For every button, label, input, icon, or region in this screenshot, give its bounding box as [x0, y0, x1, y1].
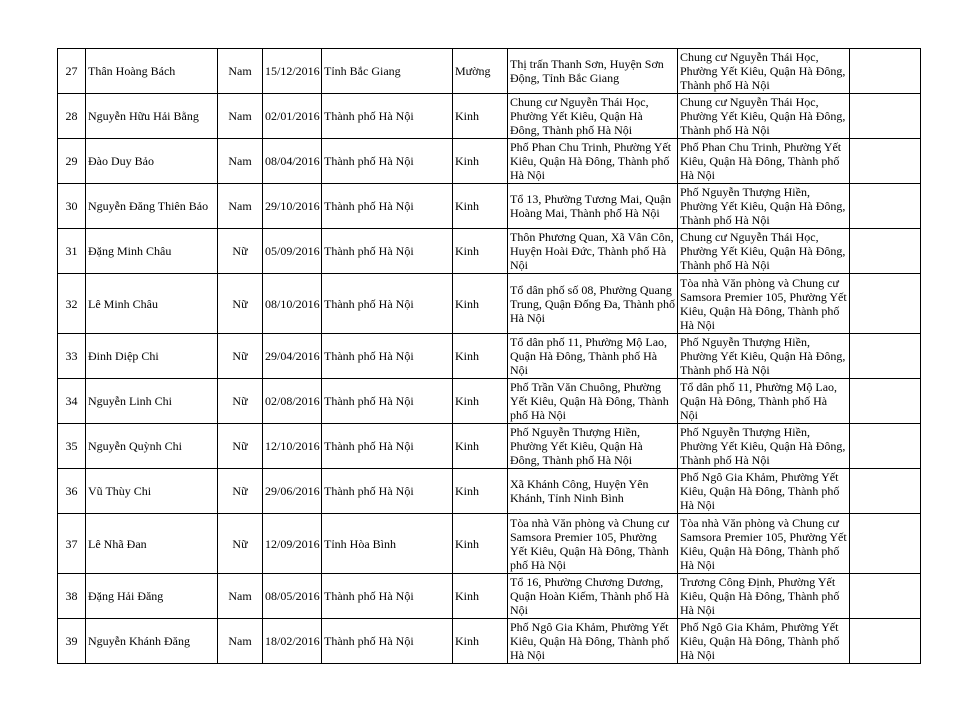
cell-dob: 02/01/2016 [263, 94, 322, 139]
table-row [58, 334, 921, 379]
cell-dob: 02/08/2016 [263, 379, 322, 424]
cell-address1: Chung cư Nguyễn Thái Học, Phường Yết Kiêu, Quận Hà Đông, Thành phố Hà Nội [508, 94, 678, 139]
table-row [58, 424, 921, 469]
cell-province: Thành phố Hà Nội [322, 334, 453, 379]
cell-ethnicity: Kinh [453, 139, 508, 184]
cell-name: Đặng Hải Đăng [86, 574, 218, 619]
table-body [58, 49, 921, 664]
cell-province: Thành phố Hà Nội [322, 94, 453, 139]
cell-address1: Thôn Phương Quan, Xã Vân Côn, Huyện Hoài Đức, Thành phố Hà Nội [508, 229, 678, 274]
cell-stt: 27 [58, 49, 86, 94]
cell-gender: Nam [218, 49, 263, 94]
cell-address2: Phố Phan Chu Trinh, Phường Yết Kiêu, Quận Hà Đông, Thành phố Hà Nội [678, 139, 850, 184]
cell-address1: Phố Nguyễn Thượng Hiền, Phường Yết Kiêu, Quận Hà Đông, Thành phố Hà Nội [508, 424, 678, 469]
table-row [58, 619, 921, 664]
cell-address2: Trương Công Định, Phường Yết Kiêu, Quận Hà Đông, Thành phố Hà Nội [678, 574, 850, 619]
cell-province: Tỉnh Bắc Giang [322, 49, 453, 94]
cell-name: Nguyễn Linh Chi [86, 379, 218, 424]
table-row [58, 514, 921, 574]
cell-dob: 29/06/2016 [263, 469, 322, 514]
cell-stt: 37 [58, 514, 86, 574]
cell-name: Lê Minh Châu [86, 274, 218, 334]
cell-province: Thành phố Hà Nội [322, 229, 453, 274]
cell-province: Thành phố Hà Nội [322, 574, 453, 619]
cell-extra [850, 184, 921, 229]
table-row [58, 94, 921, 139]
table-row [58, 469, 921, 514]
cell-address1: Tổ 16, Phường Chương Dương, Quận Hoàn Kiếm, Thành phố Hà Nội [508, 574, 678, 619]
cell-dob: 12/09/2016 [263, 514, 322, 574]
table-row [58, 49, 921, 94]
cell-ethnicity: Kinh [453, 94, 508, 139]
cell-name: Đinh Diệp Chi [86, 334, 218, 379]
cell-extra [850, 424, 921, 469]
cell-address1: Xã Khánh Công, Huyện Yên Khánh, Tỉnh Ninh Bình [508, 469, 678, 514]
cell-gender: Nữ [218, 514, 263, 574]
table-row [58, 274, 921, 334]
cell-province: Tỉnh Hòa Bình [322, 514, 453, 574]
table-row [58, 139, 921, 184]
cell-name: Đặng Minh Châu [86, 229, 218, 274]
cell-stt: 36 [58, 469, 86, 514]
cell-name: Thân Hoàng Bách [86, 49, 218, 94]
cell-province: Thành phố Hà Nội [322, 274, 453, 334]
cell-province: Thành phố Hà Nội [322, 184, 453, 229]
table-row [58, 574, 921, 619]
cell-address2: Phố Ngô Gia Khảm, Phường Yết Kiêu, Quận Hà Đông, Thành phố Hà Nội [678, 469, 850, 514]
cell-address1: Tổ dân phố số 08, Phường Quang Trung, Quận Đống Đa, Thành phố Hà Nội [508, 274, 678, 334]
cell-name: Nguyễn Đăng Thiên Bảo [86, 184, 218, 229]
cell-gender: Nữ [218, 229, 263, 274]
cell-ethnicity: Mường [453, 49, 508, 94]
cell-dob: 08/04/2016 [263, 139, 322, 184]
cell-gender: Nữ [218, 274, 263, 334]
cell-gender: Nam [218, 184, 263, 229]
cell-dob: 18/02/2016 [263, 619, 322, 664]
cell-stt: 28 [58, 94, 86, 139]
cell-extra [850, 574, 921, 619]
cell-address2: Tòa nhà Văn phòng và Chung cư Samsora Premier 105, Phường Yết Kiêu, Quận Hà Đông, Thành phố Hà Nội [678, 274, 850, 334]
cell-stt: 39 [58, 619, 86, 664]
cell-address2: Phố Ngô Gia Khảm, Phường Yết Kiêu, Quận Hà Đông, Thành phố Hà Nội [678, 619, 850, 664]
cell-province: Thành phố Hà Nội [322, 424, 453, 469]
cell-stt: 30 [58, 184, 86, 229]
cell-address2: Chung cư Nguyễn Thái Học, Phường Yết Kiêu, Quận Hà Đông, Thành phố Hà Nội [678, 94, 850, 139]
cell-stt: 35 [58, 424, 86, 469]
table-row [58, 184, 921, 229]
cell-extra [850, 334, 921, 379]
cell-extra [850, 229, 921, 274]
cell-extra [850, 469, 921, 514]
cell-address2: Tòa nhà Văn phòng và Chung cư Samsora Premier 105, Phường Yết Kiêu, Quận Hà Đông, Thành phố Hà Nội [678, 514, 850, 574]
cell-name: Nguyễn Hữu Hải Bằng [86, 94, 218, 139]
cell-address1: Phố Phan Chu Trinh, Phường Yết Kiêu, Quận Hà Đông, Thành phố Hà Nội [508, 139, 678, 184]
cell-ethnicity: Kinh [453, 469, 508, 514]
cell-gender: Nữ [218, 469, 263, 514]
cell-stt: 31 [58, 229, 86, 274]
cell-address1: Tòa nhà Văn phòng và Chung cư Samsora Premier 105, Phường Yết Kiêu, Quận Hà Đông, Thành phố Hà Nội [508, 514, 678, 574]
cell-dob: 05/09/2016 [263, 229, 322, 274]
cell-gender: Nam [218, 619, 263, 664]
cell-extra [850, 139, 921, 184]
cell-gender: Nữ [218, 334, 263, 379]
cell-address2: Chung cư Nguyễn Thái Học, Phường Yết Kiêu, Quận Hà Đông, Thành phố Hà Nội [678, 229, 850, 274]
cell-extra [850, 379, 921, 424]
cell-dob: 29/10/2016 [263, 184, 322, 229]
cell-name: Đào Duy Bảo [86, 139, 218, 184]
cell-gender: Nam [218, 574, 263, 619]
people-table [57, 48, 921, 664]
cell-address1: Thị trấn Thanh Sơn, Huyện Sơn Động, Tỉnh Bắc Giang [508, 49, 678, 94]
cell-dob: 08/05/2016 [263, 574, 322, 619]
cell-gender: Nam [218, 139, 263, 184]
table-row [58, 379, 921, 424]
cell-stt: 32 [58, 274, 86, 334]
cell-name: Nguyễn Khánh Đăng [86, 619, 218, 664]
cell-ethnicity: Kinh [453, 424, 508, 469]
cell-extra [850, 514, 921, 574]
cell-gender: Nam [218, 94, 263, 139]
cell-extra [850, 49, 921, 94]
cell-address2: Phố Nguyễn Thượng Hiền, Phường Yết Kiêu, Quận Hà Đông, Thành phố Hà Nội [678, 184, 850, 229]
cell-stt: 29 [58, 139, 86, 184]
cell-gender: Nữ [218, 424, 263, 469]
cell-province: Thành phố Hà Nội [322, 379, 453, 424]
cell-dob: 12/10/2016 [263, 424, 322, 469]
cell-gender: Nữ [218, 379, 263, 424]
cell-province: Thành phố Hà Nội [322, 139, 453, 184]
cell-address1: Tổ dân phố 11, Phường Mộ Lao, Quận Hà Đông, Thành phố Hà Nội [508, 334, 678, 379]
cell-province: Thành phố Hà Nội [322, 619, 453, 664]
cell-ethnicity: Kinh [453, 379, 508, 424]
cell-address1: Tổ 13, Phường Tương Mai, Quận Hoàng Mai, Thành phố Hà Nội [508, 184, 678, 229]
cell-ethnicity: Kinh [453, 334, 508, 379]
table-row [58, 229, 921, 274]
cell-name: Vũ Thùy Chi [86, 469, 218, 514]
cell-stt: 33 [58, 334, 86, 379]
cell-address2: Chung cư Nguyễn Thái Học, Phường Yết Kiêu, Quận Hà Đông, Thành phố Hà Nội [678, 49, 850, 94]
cell-dob: 15/12/2016 [263, 49, 322, 94]
cell-stt: 38 [58, 574, 86, 619]
cell-province: Thành phố Hà Nội [322, 469, 453, 514]
cell-address2: Phố Nguyễn Thượng Hiền, Phường Yết Kiêu, Quận Hà Đông, Thành phố Hà Nội [678, 424, 850, 469]
cell-name: Nguyễn Quỳnh Chi [86, 424, 218, 469]
cell-ethnicity: Kinh [453, 274, 508, 334]
cell-extra [850, 94, 921, 139]
cell-address2: Tổ dân phố 11, Phường Mộ Lao, Quận Hà Đông, Thành phố Hà Nội [678, 379, 850, 424]
cell-address2: Phố Nguyễn Thượng Hiền, Phường Yết Kiêu, Quận Hà Đông, Thành phố Hà Nội [678, 334, 850, 379]
cell-ethnicity: Kinh [453, 619, 508, 664]
cell-dob: 29/04/2016 [263, 334, 322, 379]
cell-name: Lê Nhã Đan [86, 514, 218, 574]
cell-ethnicity: Kinh [453, 574, 508, 619]
cell-address1: Phố Trần Văn Chuông, Phường Yết Kiêu, Quận Hà Đông, Thành phố Hà Nội [508, 379, 678, 424]
cell-extra [850, 274, 921, 334]
cell-address1: Phố Ngô Gia Khảm, Phường Yết Kiêu, Quận Hà Đông, Thành phố Hà Nội [508, 619, 678, 664]
cell-ethnicity: Kinh [453, 514, 508, 574]
cell-ethnicity: Kinh [453, 184, 508, 229]
cell-ethnicity: Kinh [453, 229, 508, 274]
cell-extra [850, 619, 921, 664]
cell-stt: 34 [58, 379, 86, 424]
cell-dob: 08/10/2016 [263, 274, 322, 334]
